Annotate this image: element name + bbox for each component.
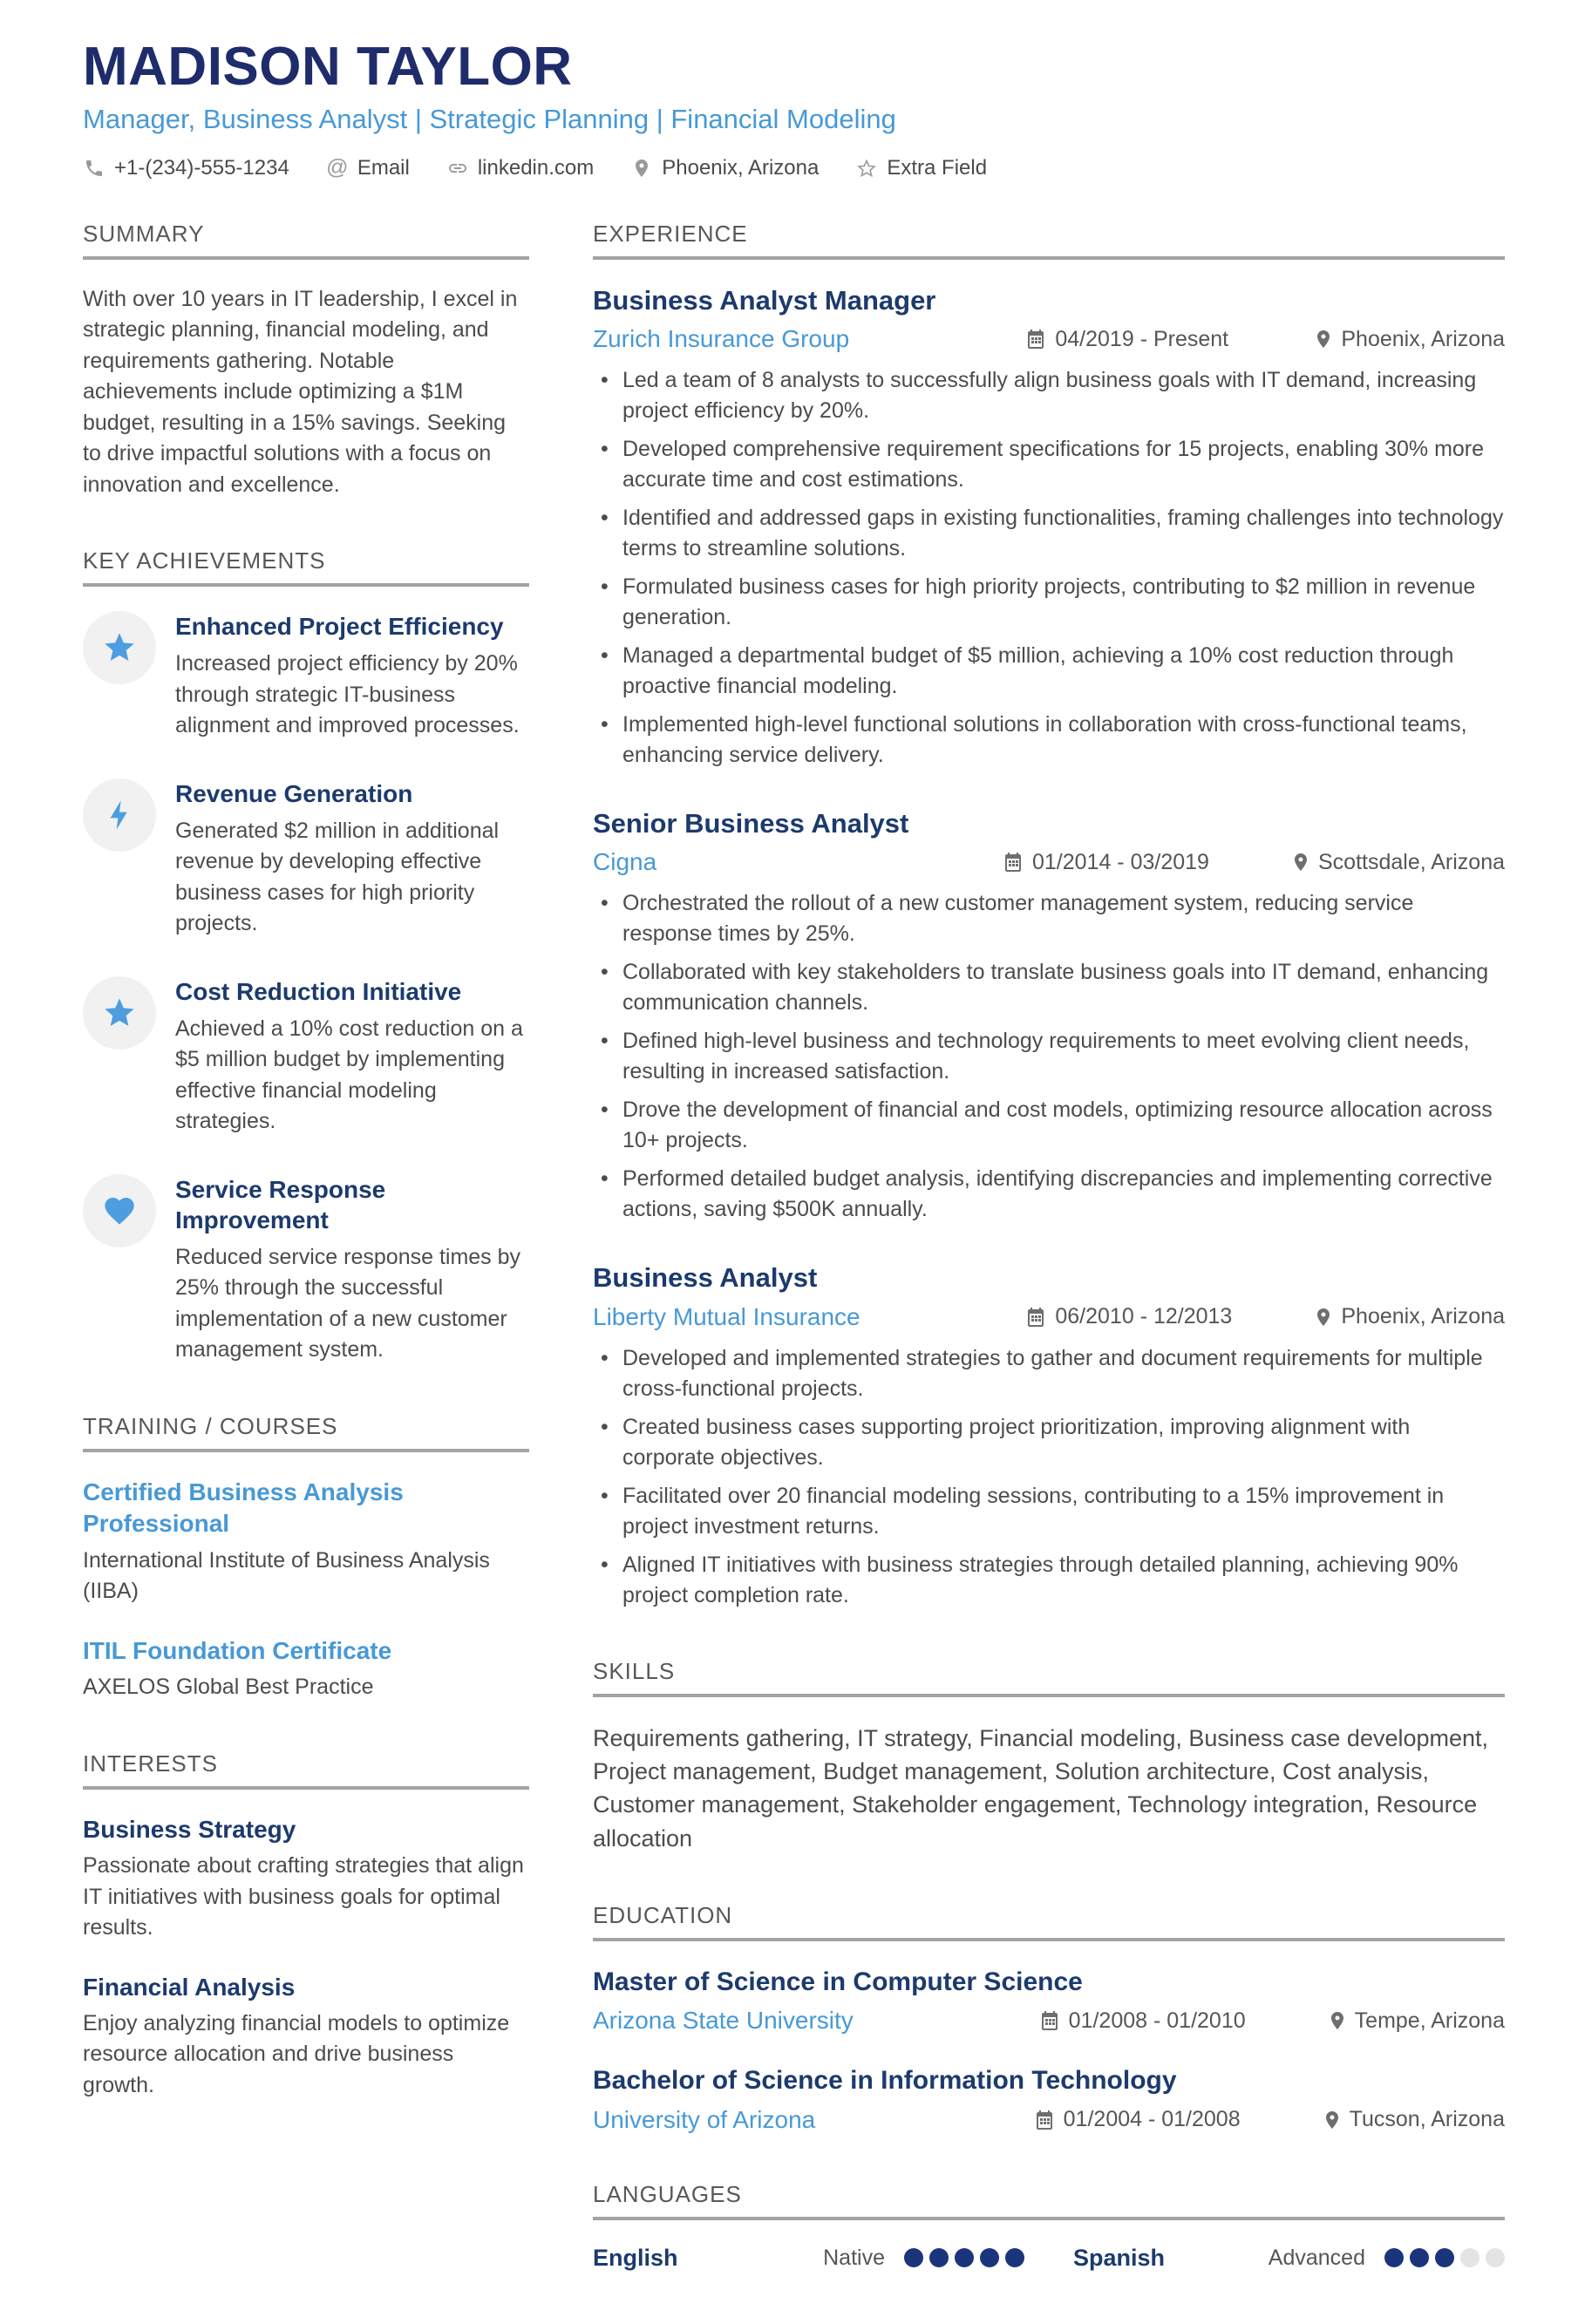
skills-text: Requirements gathering, IT strategy, Financial modeling, Business case development, Project management, Budget management, Solution architecture, Cost analysis, Customer management, Stakeholder engagement, Technology integration, Resource allocation	[593, 1724, 1489, 1852]
skills-heading: SKILLS	[593, 1658, 1505, 1697]
education-section	[593, 1902, 1505, 2134]
language-item	[1073, 2245, 1505, 2272]
summary-heading: SUMMARY	[83, 221, 529, 260]
achievement-item	[83, 778, 529, 940]
pin-icon	[1322, 2110, 1343, 2130]
achievements-heading: KEY ACHIEVEMENTS	[83, 547, 529, 587]
languages-heading: LANGUAGES	[593, 2181, 1505, 2220]
job-title: Senior Business Analyst	[593, 808, 909, 839]
bullet: • Developed and implemented strategies to gather and document requirements for multiple cross-functional projects.	[593, 1343, 1505, 1404]
experience-entry	[593, 284, 1505, 771]
pin-icon	[1313, 1307, 1334, 1328]
calendar-icon	[1034, 2110, 1055, 2130]
bullet: • Created business cases supporting project prioritization, improving alignment with corporate objectives.	[593, 1412, 1505, 1473]
education-entry	[593, 2064, 1505, 2134]
bullet: • Identified and addressed gaps in existing functionalities, framing challenges into technology terms to streamline solutions.	[593, 503, 1505, 564]
degree-title: Master of Science in Computer Science	[593, 1967, 1083, 1996]
language-rating	[904, 2248, 1024, 2267]
contact-row	[83, 156, 1505, 180]
experience-entry	[593, 807, 1505, 1225]
star-icon	[83, 976, 156, 1050]
company-link[interactable]: Liberty Mutual Insurance	[593, 1302, 860, 1330]
location-label: Phoenix, Arizona	[662, 155, 820, 180]
education-heading: EDUCATION	[593, 1902, 1505, 1941]
language-level: Native	[823, 2245, 885, 2270]
achievement-item	[83, 976, 529, 1138]
course-title[interactable]: Certified Business Analysis Professional	[83, 1478, 404, 1538]
experience-entry	[593, 1261, 1505, 1610]
bullet: • Facilitated over 20 financial modeling sessions, contributing to a 15% improvement in project investment returns.	[593, 1481, 1505, 1542]
bullet: • Formulated business cases for high priority projects, contributing to $2 million in revenue generation.	[593, 572, 1505, 633]
language-name: Spanish	[1073, 2244, 1166, 2271]
language-name: English	[593, 2244, 678, 2271]
job-bullets	[593, 888, 1505, 1225]
person-name: MADISON TAYLOR	[83, 37, 573, 97]
interest-item	[83, 1972, 529, 2102]
interest-text: Enjoy analyzing financial models to optimize resource allocation and drive business growth.	[83, 2010, 510, 2097]
extra-field-contact	[855, 156, 987, 180]
course-org: AXELOS Global Best Practice	[83, 1675, 374, 1700]
extra-field-label: Extra Field	[887, 155, 988, 180]
phone-contact	[83, 156, 289, 180]
achievements-section	[83, 547, 529, 1366]
calendar-icon	[1025, 329, 1046, 350]
job-title: Business Analyst	[593, 1262, 818, 1294]
bullet: • Collaborated with key stakeholders to translate business goals into IT demand, enhancing communication channels.	[593, 957, 1505, 1018]
achievement-title: Service Response Improvement	[175, 1175, 386, 1233]
bullet: • Aligned IT initiatives with business strategies through detailed planning, achieving 90% project completion rate.	[593, 1550, 1505, 1611]
course-org: International Institute of Business Analysis (IIBA)	[83, 1547, 490, 1604]
languages-row	[593, 2245, 1505, 2272]
bullet: • Led a team of 8 analysts to successfully align business goals with IT demand, increasing project efficiency by 20%.	[593, 365, 1505, 426]
school-link[interactable]: University of Arizona	[593, 2105, 816, 2133]
course-title[interactable]: ITIL Foundation Certificate	[83, 1636, 392, 1664]
lightning-icon	[83, 778, 156, 852]
summary-section	[83, 221, 529, 501]
achievement-text: Reduced service response times by 25% through the successful implementation of a new customer management system.	[175, 1244, 521, 1362]
job-location: Phoenix, Arizona	[1313, 327, 1505, 352]
training-section	[83, 1413, 529, 1703]
star-icon	[83, 611, 156, 684]
job-bullets	[593, 365, 1505, 771]
languages-section	[593, 2181, 1505, 2272]
job-location: Scottsdale, Arizona	[1290, 850, 1505, 875]
experience-heading: EXPERIENCE	[593, 221, 1505, 260]
interest-item	[83, 1814, 529, 1944]
achievement-title: Enhanced Project Efficiency	[175, 613, 504, 641]
summary-text: With over 10 years in IT leadership, I excel in strategic planning, financial modeling, and requirements gathering. Notable achievements include optimizing a $1M budget, resulting in a 15% savings. Seeking to drive impactful solutions with a focus on innovation and excellence.	[83, 286, 518, 497]
location-contact	[630, 156, 819, 180]
achievement-text: Generated $2 million in additional revenue by developing effective business cases for high priority projects.	[175, 818, 500, 936]
school-link[interactable]: Arizona State University	[593, 2007, 854, 2035]
date-range: 01/2008 - 01/2010	[1039, 2008, 1327, 2034]
company-link[interactable]: Cigna	[593, 848, 657, 876]
date-range: 04/2019 - Present	[1025, 327, 1313, 352]
phone-number: +1-(234)-555-1234	[114, 155, 289, 180]
phone-icon	[83, 157, 105, 180]
email-label: Email	[357, 155, 410, 180]
left-column	[83, 221, 529, 2148]
interest-title: Financial Analysis	[83, 1973, 296, 2001]
calendar-icon	[1039, 2010, 1060, 2031]
skills-section	[593, 1658, 1505, 1855]
achievement-item	[83, 611, 529, 742]
achievement-text: Increased project efficiency by 20% through strategic IT-business alignment and improved processes.	[175, 651, 520, 738]
company-link[interactable]: Zurich Insurance Group	[593, 325, 850, 353]
linkedin-contact[interactable]	[446, 156, 594, 180]
language-rating	[1384, 2248, 1505, 2267]
job-location: Phoenix, Arizona	[1313, 1304, 1505, 1329]
pin-icon	[1313, 329, 1334, 350]
pin-icon	[1327, 2010, 1348, 2031]
job-title: Business Analyst Manager	[593, 284, 936, 316]
achievement-title: Revenue Generation	[175, 779, 413, 807]
training-heading: TRAINING / COURSES	[83, 1413, 529, 1452]
language-item	[593, 2245, 1024, 2272]
interest-text: Passionate about crafting strategies that align IT initiatives with business goals for optimal results.	[83, 1853, 524, 1940]
pin-icon	[630, 157, 653, 180]
calendar-icon	[1025, 1307, 1046, 1328]
date-range: 01/2004 - 01/2008	[1034, 2107, 1322, 2132]
right-column	[593, 221, 1505, 2272]
language-level: Advanced	[1268, 2245, 1365, 2270]
bullet: • Orchestrated the rollout of a new customer management system, reducing service response times by 25%.	[593, 888, 1505, 949]
bullet: • Defined high-level business and technology requirements to meet evolving client needs, resulting in increased satisfaction.	[593, 1026, 1505, 1087]
header	[83, 38, 1505, 180]
achievement-item	[83, 1174, 529, 1366]
email-contact[interactable]	[326, 156, 410, 180]
interests-section	[83, 1750, 529, 2102]
star-outline-icon	[855, 157, 878, 180]
bullet: • Managed a departmental budget of $5 million, achieving a 10% cost reduction through proactive financial modeling.	[593, 641, 1505, 702]
degree-title: Bachelor of Science in Information Technology	[593, 2066, 1177, 2096]
headline: Manager, Business Analyst | Strategic Planning | Financial Modeling	[83, 103, 896, 134]
calendar-icon	[1003, 852, 1024, 873]
training-item	[83, 1477, 529, 1607]
education-entry	[593, 1966, 1505, 2035]
achievement-text: Achieved a 10% cost reduction on a $5 million budget by implementing effective financial modeling strategies.	[175, 1016, 523, 1134]
pin-icon	[1290, 852, 1311, 873]
training-item	[83, 1635, 529, 1703]
school-location: Tucson, Arizona	[1322, 2107, 1505, 2132]
school-location: Tempe, Arizona	[1327, 2008, 1505, 2034]
job-bullets	[593, 1343, 1505, 1611]
at-icon: @	[326, 155, 349, 180]
link-icon	[446, 157, 469, 180]
bullet: • Developed comprehensive requirement specifications for 15 projects, enabling 30% more accurate time and cost estimations.	[593, 434, 1505, 495]
date-range: 06/2010 - 12/2013	[1025, 1304, 1313, 1329]
heart-icon	[83, 1174, 156, 1247]
date-range: 01/2014 - 03/2019	[1003, 850, 1290, 875]
bullet: • Drove the development of financial and cost models, optimizing resource allocation across 10+ projects.	[593, 1095, 1505, 1156]
bullet: • Implemented high-level functional solutions in collaboration with cross-functional teams, enhancing service delivery.	[593, 710, 1505, 771]
experience-section	[593, 221, 1505, 1611]
linkedin-label: linkedin.com	[477, 155, 595, 180]
achievement-title: Cost Reduction Initiative	[175, 977, 462, 1005]
interests-heading: INTERESTS	[83, 1750, 529, 1790]
interest-title: Business Strategy	[83, 1815, 296, 1843]
bullet: • Performed detailed budget analysis, identifying discrepancies and implementing corrective actions, saving $500K annually.	[593, 1164, 1505, 1225]
